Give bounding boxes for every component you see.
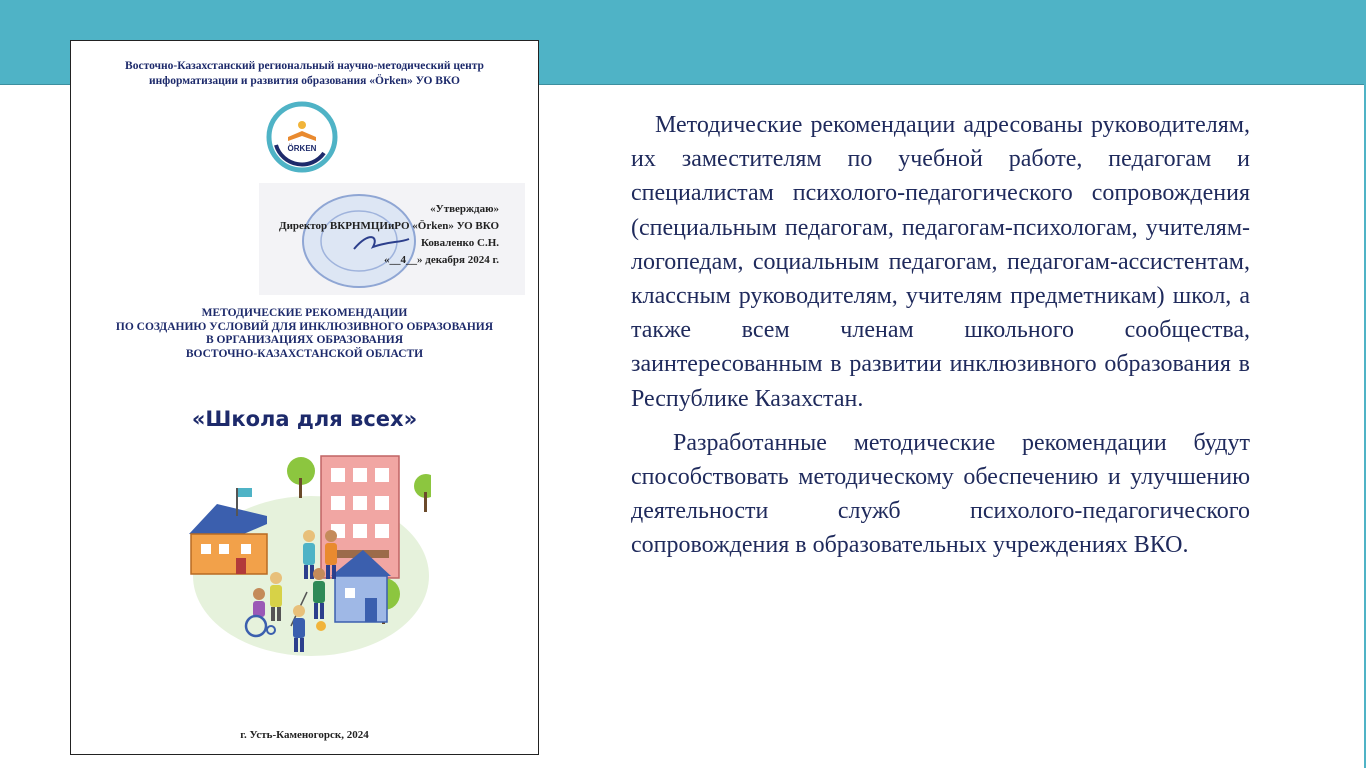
approval-line1: «Утверждаю» [430,203,499,215]
cover-title-line2: ПО СОЗДАНИЮ УСЛОВИЙ ДЛЯ ИНКЛЮЗИВНОГО ОБРАЗОВАНИЯ [115,320,494,333]
approval-text [259,201,499,269]
cover-title [85,307,524,361]
paragraph-purpose: Разработанные методические рекомендации будут способствовать методическому обеспечению и улучшению деятельности служб психолого-педагогического сопровождения в образовательных учреждениях ВКО. [631,429,1250,559]
school-illustration [181,446,431,671]
cover-title-line3: В ОРГАНИЗАЦИЯХ ОБРАЗОВАНИЯ [205,334,404,346]
cover-organization [91,59,518,89]
cover-title-line4: ВОСТОЧНО-КАЗАХСТАНСКОЙ ОБЛАСТИ [185,347,424,360]
logo-wordmark: ÖRKEN [287,144,317,153]
cover-title-line1: МЕТОДИЧЕСКИЕ РЕКОМЕНДАЦИИ [201,307,408,319]
cover-org-line1: Восточно-Казахстанский региональный научно-методический центр [125,60,484,72]
approval-block [259,183,525,295]
cover-city-year: г. Усть-Каменогорск, 2024 [240,729,369,741]
orken-logo-icon [266,101,338,173]
approval-line4: «__4__» декабря 2024 г. [384,254,499,266]
cover-subtitle: «Школа для всех» [191,407,418,431]
approval-line2: Директор ВКРНМЦИиРО «Örken» УО ВКО [279,220,499,232]
cover-org-line2: информатизации и развития образования «Örken» УО ВКО [149,75,460,87]
paragraph-audience: Методические рекомендации адресованы руководителям, их заместителям по учебной работе, педагогам и специалистам психолого-педагогического сопровождения (специальным педагогам, педагогам-психологам, учителям-логопедам, социальным педагогам, педагогам-ассистентам, классным руководителям, учителям предметникам) школ, а также всем членам школьного сообщества, заинтересованным в развитии инклюзивного образования в Республике Казахстан. [631,112,1250,412]
description-text [631,108,1250,563]
document-cover [70,40,539,755]
approval-line3: Коваленко С.Н. [420,237,499,249]
